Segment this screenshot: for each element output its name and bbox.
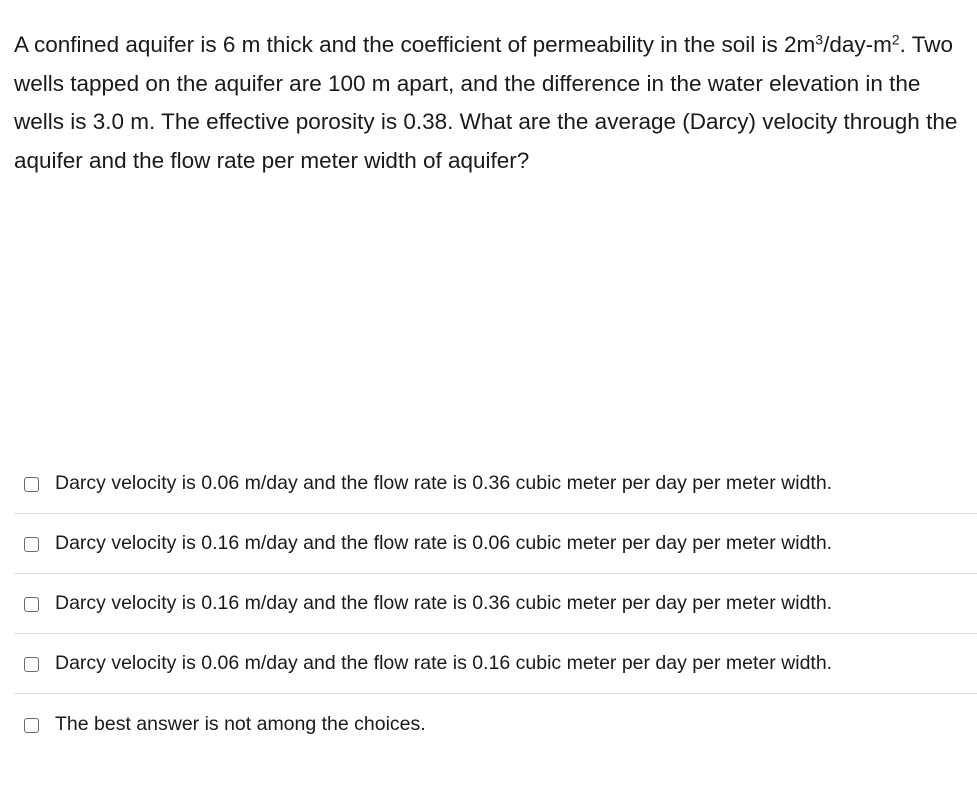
question-text-part3: . Two wells tapped on the aquifer are 100 m apart, and the difference in the water elevation in the wells is 3.0 m. The effective porosity is 0.38. What are the average (Darcy) velocity through the aquifer and the flow rate per meter width of aquifer? <box>14 32 958 173</box>
answer-choice-1[interactable] <box>14 454 977 514</box>
question-superscript-1: 3 <box>815 31 824 48</box>
checkbox-icon[interactable] <box>24 718 39 733</box>
answer-choice-4[interactable] <box>14 634 977 694</box>
answer-choice-3[interactable] <box>14 574 977 634</box>
answer-choice-5[interactable] <box>14 694 977 754</box>
answer-choices-list <box>14 454 977 754</box>
checkbox-icon[interactable] <box>24 657 39 672</box>
checkbox-icon[interactable] <box>24 477 39 492</box>
answer-choice-label: Darcy velocity is 0.16 m/day and the flow rate is 0.36 cubic meter per day per meter width. <box>55 592 833 614</box>
checkbox-icon[interactable] <box>24 537 39 552</box>
answer-choice-label: The best answer is not among the choices. <box>55 712 426 735</box>
question-superscript-2: 2 <box>891 31 900 48</box>
answer-choice-label: Darcy velocity is 0.06 m/day and the flow rate is 0.36 cubic meter per day per meter width. <box>55 472 833 494</box>
answer-choice-label: Darcy velocity is 0.06 m/day and the flow rate is 0.16 cubic meter per day per meter width. <box>55 652 833 674</box>
answer-choice-2[interactable] <box>14 514 977 574</box>
question-text-part2: /day-m <box>823 32 892 57</box>
question-text <box>14 26 969 180</box>
question-text-part1: A confined aquifer is 6 m thick and the coefficient of permeability in the soil is 2m <box>14 32 816 57</box>
checkbox-icon[interactable] <box>24 597 39 612</box>
answer-choice-label: Darcy velocity is 0.16 m/day and the flow rate is 0.06 cubic meter per day per meter width. <box>55 532 833 554</box>
